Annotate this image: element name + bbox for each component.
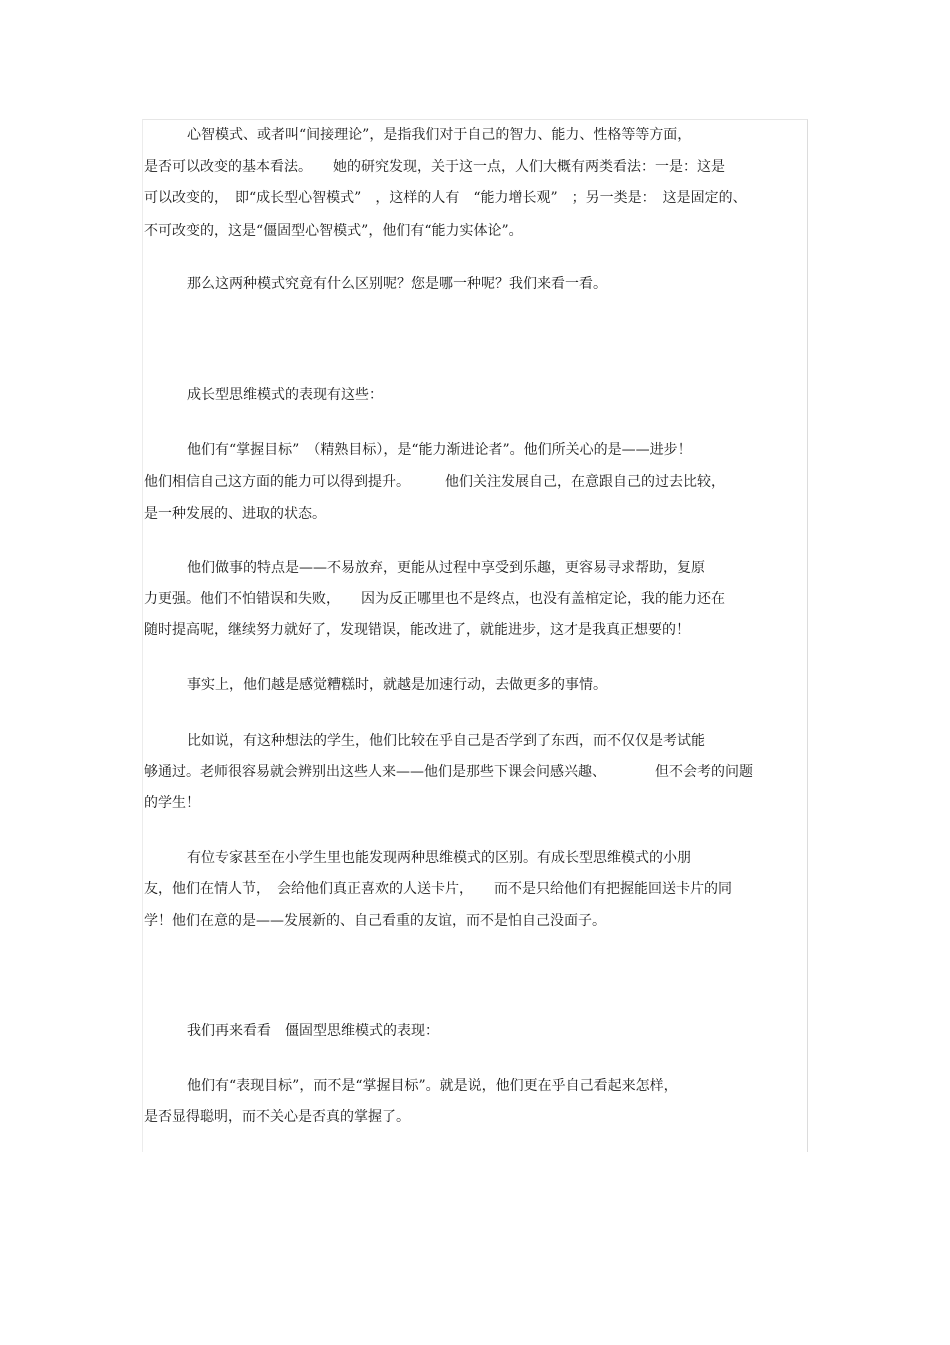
text-line: 力更强。他们不怕错误和失败， 因为反正哪里也不是终点，也没有盖棺定论，我的能力还在 — [144, 591, 725, 607]
text-line: 是一种发展的、进取的状态。 — [144, 506, 326, 522]
text-line: 心智模式、或者叫“间接理论”，是指我们对于自己的智力、能力、性格等等方面， — [187, 127, 692, 143]
text-line: 不可改变的，这是“僵固型心智模式”，他们有“能力实体论”。 — [144, 223, 523, 239]
text-line: 够通过。老师很容易就会辨别出这些人来——他们是那些下课会问感兴趣、 但不会考的问题 — [144, 764, 753, 780]
text-line: 随时提高呢，继续努力就好了，发现错误，能改进了，就能进步，这才是我真正想要的！ — [144, 622, 690, 638]
text-line: 他们做事的特点是——不易放弃，更能从过程中享受到乐趣，更容易寻求帮助，复原 — [187, 560, 705, 576]
text-line: 是否显得聪明，而不关心是否真的掌握了。 — [144, 1109, 410, 1125]
text-line: 那么这两种模式究竟有什么区别呢？您是哪一种呢？我们来看一看。 — [187, 276, 607, 292]
text-line: 他们相信自己这方面的能力可以得到提升。 他们关注发展自己，在意跟自己的过去比较， — [144, 474, 725, 490]
text-line: 比如说，有这种想法的学生，他们比较在乎自己是否学到了东西，而不仅仅是考试能 — [187, 733, 705, 749]
section-heading: 我们再来看看 僵固型思维模式的表现： — [187, 1023, 439, 1039]
text-line: 可以改变的， 即“成长型心智模式” ，这样的人有 “能力增长观” ；另一类是： 这是固定的、 — [144, 190, 747, 206]
text-line: 学！他们在意的是——发展新的、自己看重的友谊，而不是怕自己没面子。 — [144, 913, 606, 929]
text-line: 事实上，他们越是感觉糟糕时，就越是加速行动，去做更多的事情。 — [187, 677, 607, 693]
section-heading: 成长型思维模式的表现有这些： — [187, 387, 383, 403]
text-line: 他们有“表现目标”，而不是“掌握目标”。就是说，他们更在乎自己看起来怎样， — [187, 1078, 678, 1094]
text-line: 是否可以改变的基本看法。 她的研究发现，关于这一点，人们大概有两类看法：一是：这是 — [144, 159, 725, 175]
text-line: 的学生！ — [144, 795, 200, 811]
text-line: 友，他们在情人节， 会给他们真正喜欢的人送卡片， 而不是只给他们有把握能回送卡片的同 — [144, 881, 732, 897]
text-line: 他们有“掌握目标” （精熟目标），是“能力渐进论者”。他们所关心的是——进步！ — [187, 442, 692, 458]
text-line: 有位专家甚至在小学生里也能发现两种思维模式的区别。有成长型思维模式的小朋 — [187, 850, 691, 866]
